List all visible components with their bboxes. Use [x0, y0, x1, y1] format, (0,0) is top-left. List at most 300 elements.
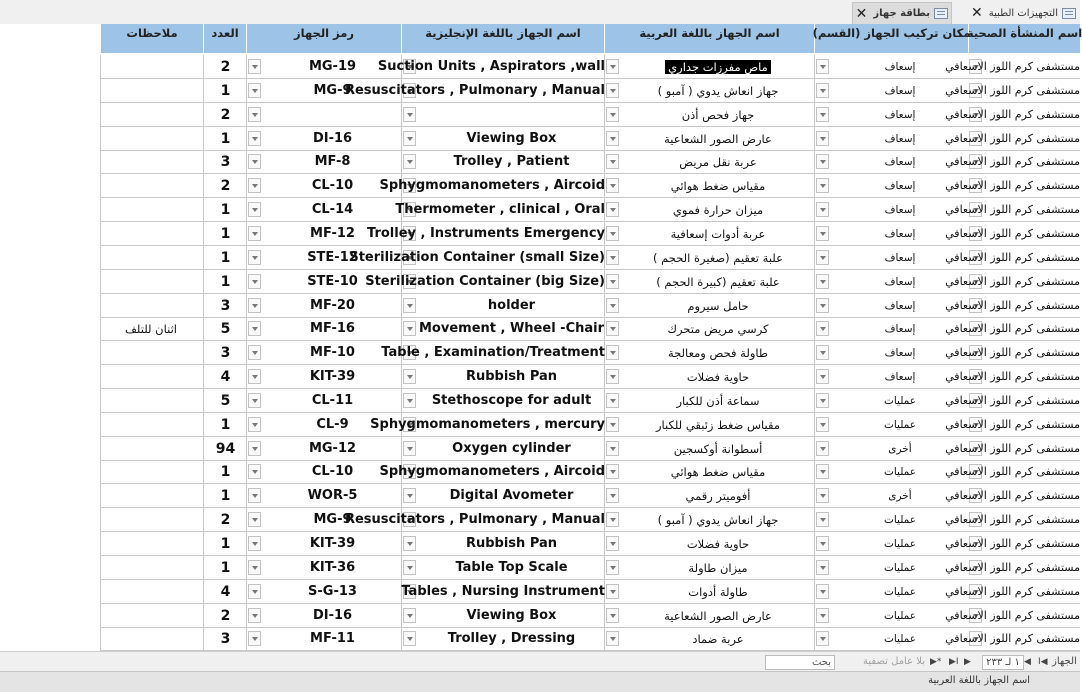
dropdown-arrow-icon[interactable] — [248, 178, 261, 193]
count-cell[interactable] — [203, 246, 246, 270]
code-cell[interactable] — [246, 341, 401, 365]
dropdown-arrow-icon[interactable] — [248, 393, 261, 408]
count-cell[interactable] — [203, 460, 246, 484]
department-cell[interactable] — [814, 508, 968, 532]
notes-cell[interactable] — [100, 246, 203, 270]
name-ar-cell[interactable] — [604, 222, 814, 246]
dropdown-arrow-icon[interactable] — [248, 488, 261, 503]
dropdown-arrow-icon[interactable] — [248, 131, 261, 146]
name-ar-cell[interactable] — [604, 389, 814, 413]
dropdown-arrow-icon[interactable] — [816, 512, 829, 527]
notes-cell[interactable] — [100, 317, 203, 341]
name-en-cell[interactable] — [377, 55, 605, 79]
next-record-icon[interactable]: ▶ — [964, 657, 971, 667]
name-ar-cell[interactable] — [604, 127, 814, 151]
dropdown-arrow-icon[interactable] — [816, 131, 829, 146]
count-cell[interactable] — [203, 341, 246, 365]
department-cell[interactable] — [814, 150, 968, 174]
dropdown-arrow-icon[interactable] — [606, 608, 619, 623]
notes-cell[interactable] — [100, 580, 203, 604]
count-cell[interactable] — [203, 580, 246, 604]
department-cell[interactable] — [814, 413, 968, 437]
department-cell[interactable] — [814, 604, 968, 628]
dropdown-arrow-icon[interactable] — [606, 298, 619, 313]
dropdown-arrow-icon[interactable] — [606, 417, 619, 432]
name-en-cell[interactable] — [401, 604, 604, 628]
notes-cell[interactable] — [100, 79, 203, 103]
name-en-cell[interactable] — [401, 437, 604, 461]
name-en-cell[interactable] — [401, 389, 604, 413]
code-cell[interactable] — [246, 103, 401, 127]
code-cell[interactable] — [246, 150, 401, 174]
header-count[interactable]: العدد — [203, 24, 246, 53]
name-ar-cell[interactable] — [604, 604, 814, 628]
name-en-cell[interactable] — [401, 484, 604, 508]
dropdown-arrow-icon[interactable] — [606, 202, 619, 217]
dropdown-arrow-icon[interactable] — [248, 464, 261, 479]
dropdown-arrow-icon[interactable] — [248, 274, 261, 289]
department-cell[interactable] — [814, 365, 968, 389]
dropdown-arrow-icon[interactable] — [403, 608, 416, 623]
count-cell[interactable] — [203, 532, 246, 556]
count-cell[interactable] — [203, 79, 246, 103]
table-row[interactable] — [0, 508, 1080, 532]
name-en-cell[interactable] — [401, 532, 604, 556]
name-ar-cell[interactable] — [604, 174, 814, 198]
dropdown-arrow-icon[interactable] — [816, 536, 829, 551]
header-name-en[interactable]: اسم الجهاز باللغة الإنجليزية — [401, 24, 604, 53]
dropdown-arrow-icon[interactable] — [606, 321, 619, 336]
dropdown-arrow-icon[interactable] — [248, 512, 261, 527]
facility-cell[interactable] — [945, 103, 1080, 127]
dropdown-arrow-icon[interactable] — [403, 131, 416, 146]
count-cell[interactable] — [203, 174, 246, 198]
table-row[interactable] — [0, 437, 1080, 461]
last-record-icon[interactable]: ▶I — [949, 657, 959, 667]
department-cell[interactable] — [814, 437, 968, 461]
department-cell[interactable] — [814, 222, 968, 246]
header-department[interactable]: مكان تركيب الجهاز (القسم) — [814, 24, 968, 53]
table-row[interactable] — [0, 55, 1080, 79]
code-cell[interactable] — [246, 79, 401, 103]
name-ar-cell[interactable] — [604, 103, 814, 127]
dropdown-arrow-icon[interactable] — [816, 464, 829, 479]
name-en-cell[interactable] — [401, 627, 604, 651]
dropdown-arrow-icon[interactable] — [816, 202, 829, 217]
department-cell[interactable] — [814, 270, 968, 294]
dropdown-arrow-icon[interactable] — [816, 321, 829, 336]
dropdown-arrow-icon[interactable] — [816, 393, 829, 408]
notes-cell[interactable] — [100, 198, 203, 222]
dropdown-arrow-icon[interactable] — [248, 345, 261, 360]
code-cell[interactable] — [246, 460, 401, 484]
table-row[interactable] — [0, 556, 1080, 580]
header-code[interactable]: رمز الجهاز — [246, 24, 401, 53]
name-ar-cell[interactable] — [604, 413, 814, 437]
name-ar-cell[interactable] — [604, 341, 814, 365]
facility-cell[interactable] — [945, 365, 1080, 389]
header-facility[interactable]: اسم المنشأة الصحية — [968, 24, 1080, 53]
name-en-cell[interactable] — [379, 460, 605, 484]
name-en-cell[interactable] — [401, 317, 604, 341]
notes-cell[interactable] — [100, 627, 203, 651]
dropdown-arrow-icon[interactable] — [403, 488, 416, 503]
dropdown-arrow-icon[interactable] — [606, 59, 619, 74]
name-en-cell[interactable] — [349, 246, 605, 270]
name-en-cell[interactable] — [401, 294, 604, 318]
table-row[interactable] — [0, 413, 1080, 437]
code-cell[interactable] — [246, 317, 401, 341]
name-en-cell[interactable] — [395, 198, 605, 222]
name-ar-cell[interactable] — [604, 365, 814, 389]
dropdown-arrow-icon[interactable] — [816, 560, 829, 575]
close-icon[interactable]: ✕ — [855, 5, 868, 22]
facility-cell[interactable] — [945, 222, 1080, 246]
count-cell[interactable] — [203, 127, 246, 151]
table-row[interactable] — [0, 484, 1080, 508]
facility-cell[interactable] — [945, 341, 1080, 365]
dropdown-arrow-icon[interactable] — [816, 274, 829, 289]
dropdown-arrow-icon[interactable] — [248, 584, 261, 599]
dropdown-arrow-icon[interactable] — [606, 488, 619, 503]
table-row[interactable] — [0, 198, 1080, 222]
name-ar-cell[interactable] — [604, 460, 814, 484]
prev-record-icon[interactable]: ◀ — [1024, 657, 1031, 667]
dropdown-arrow-icon[interactable] — [403, 536, 416, 551]
dropdown-arrow-icon[interactable] — [606, 107, 619, 122]
dropdown-arrow-icon[interactable] — [606, 631, 619, 646]
name-ar-cell[interactable] — [604, 55, 814, 79]
dropdown-arrow-icon[interactable] — [606, 131, 619, 146]
facility-cell[interactable] — [945, 389, 1080, 413]
code-cell[interactable] — [246, 389, 401, 413]
table-row[interactable] — [0, 627, 1080, 651]
filter-status[interactable]: بلا عامل تصفية — [863, 656, 925, 667]
name-ar-cell[interactable] — [604, 79, 814, 103]
name-en-cell[interactable] — [344, 79, 605, 103]
code-cell[interactable] — [246, 532, 401, 556]
dropdown-arrow-icon[interactable] — [816, 107, 829, 122]
code-cell[interactable] — [246, 246, 401, 270]
name-en-cell[interactable] — [401, 150, 604, 174]
count-cell[interactable] — [203, 627, 246, 651]
dropdown-arrow-icon[interactable] — [606, 560, 619, 575]
dropdown-arrow-icon[interactable] — [248, 298, 261, 313]
department-cell[interactable] — [814, 341, 968, 365]
code-cell[interactable] — [246, 580, 401, 604]
dropdown-arrow-icon[interactable] — [606, 83, 619, 98]
notes-cell[interactable] — [100, 604, 203, 628]
table-row[interactable] — [0, 103, 1080, 127]
department-cell[interactable] — [814, 127, 968, 151]
code-cell[interactable] — [246, 627, 401, 651]
dropdown-arrow-icon[interactable] — [248, 608, 261, 623]
count-cell[interactable] — [203, 437, 246, 461]
name-en-cell[interactable] — [381, 341, 605, 365]
dropdown-arrow-icon[interactable] — [248, 369, 261, 384]
name-ar-cell[interactable] — [604, 294, 814, 318]
count-cell[interactable] — [203, 103, 246, 127]
name-ar-cell[interactable] — [604, 317, 814, 341]
facility-cell[interactable] — [945, 270, 1080, 294]
facility-cell[interactable] — [945, 294, 1080, 318]
name-ar-cell[interactable] — [604, 580, 814, 604]
dropdown-arrow-icon[interactable] — [403, 107, 416, 122]
table-row[interactable] — [0, 246, 1080, 270]
code-cell[interactable] — [246, 484, 401, 508]
dropdown-arrow-icon[interactable] — [403, 393, 416, 408]
notes-cell[interactable] — [100, 389, 203, 413]
department-cell[interactable] — [814, 389, 968, 413]
table-row[interactable] — [0, 222, 1080, 246]
facility-cell[interactable] — [945, 317, 1080, 341]
dropdown-arrow-icon[interactable] — [606, 584, 619, 599]
table-row[interactable] — [0, 317, 1080, 341]
dropdown-arrow-icon[interactable] — [403, 560, 416, 575]
name-ar-cell[interactable] — [604, 246, 814, 270]
name-en-cell[interactable] — [365, 270, 605, 294]
code-cell[interactable] — [246, 127, 401, 151]
dropdown-arrow-icon[interactable] — [816, 154, 829, 169]
dropdown-arrow-icon[interactable] — [816, 608, 829, 623]
dropdown-arrow-icon[interactable] — [248, 536, 261, 551]
name-ar-cell[interactable] — [604, 437, 814, 461]
code-cell[interactable] — [246, 198, 401, 222]
dropdown-arrow-icon[interactable] — [816, 226, 829, 241]
count-cell[interactable] — [203, 365, 246, 389]
dropdown-arrow-icon[interactable] — [816, 441, 829, 456]
notes-cell[interactable] — [100, 508, 203, 532]
count-cell[interactable] — [203, 294, 246, 318]
new-record-icon[interactable]: ▶* — [930, 657, 942, 667]
notes-cell[interactable] — [100, 55, 203, 79]
dropdown-arrow-icon[interactable] — [606, 369, 619, 384]
header-notes[interactable]: ملاحظات — [100, 24, 203, 53]
name-en-cell[interactable] — [344, 508, 605, 532]
notes-cell[interactable] — [100, 532, 203, 556]
facility-cell[interactable] — [945, 55, 1080, 79]
facility-cell[interactable] — [945, 604, 1080, 628]
notes-cell[interactable] — [100, 294, 203, 318]
name-ar-cell[interactable] — [604, 556, 814, 580]
dropdown-arrow-icon[interactable] — [816, 369, 829, 384]
dropdown-arrow-icon[interactable] — [606, 345, 619, 360]
notes-cell[interactable] — [100, 174, 203, 198]
department-cell[interactable] — [814, 294, 968, 318]
facility-cell[interactable] — [945, 174, 1080, 198]
dropdown-arrow-icon[interactable] — [606, 250, 619, 265]
facility-cell[interactable] — [945, 556, 1080, 580]
code-cell[interactable] — [246, 270, 401, 294]
dropdown-arrow-icon[interactable] — [606, 464, 619, 479]
department-cell[interactable] — [814, 627, 968, 651]
dropdown-arrow-icon[interactable] — [248, 417, 261, 432]
dropdown-arrow-icon[interactable] — [816, 298, 829, 313]
notes-cell[interactable] — [100, 556, 203, 580]
dropdown-arrow-icon[interactable] — [248, 250, 261, 265]
record-position-input[interactable]: ١ لـ ٢٣٣ — [982, 655, 1024, 670]
dropdown-arrow-icon[interactable] — [403, 441, 416, 456]
dropdown-arrow-icon[interactable] — [816, 631, 829, 646]
name-en-cell[interactable] — [367, 222, 605, 246]
notes-cell[interactable] — [100, 103, 203, 127]
code-cell[interactable] — [246, 437, 401, 461]
count-cell[interactable] — [203, 508, 246, 532]
dropdown-arrow-icon[interactable] — [606, 178, 619, 193]
dropdown-arrow-icon[interactable] — [248, 441, 261, 456]
department-cell[interactable] — [814, 460, 968, 484]
dropdown-arrow-icon[interactable] — [606, 536, 619, 551]
dropdown-arrow-icon[interactable] — [403, 631, 416, 646]
table-row[interactable] — [0, 150, 1080, 174]
dropdown-arrow-icon[interactable] — [816, 345, 829, 360]
name-en-cell[interactable] — [401, 103, 604, 127]
notes-cell[interactable] — [100, 437, 203, 461]
count-cell[interactable] — [203, 198, 246, 222]
count-cell[interactable] — [203, 556, 246, 580]
table-row[interactable] — [0, 365, 1080, 389]
dropdown-arrow-icon[interactable] — [816, 488, 829, 503]
department-cell[interactable] — [814, 198, 968, 222]
count-cell[interactable] — [203, 270, 246, 294]
notes-cell[interactable] — [100, 222, 203, 246]
dropdown-arrow-icon[interactable] — [816, 178, 829, 193]
table-row[interactable] — [0, 460, 1080, 484]
code-cell[interactable] — [246, 365, 401, 389]
code-cell[interactable] — [246, 174, 401, 198]
department-cell[interactable] — [814, 174, 968, 198]
name-ar-cell[interactable] — [604, 198, 814, 222]
dropdown-arrow-icon[interactable] — [606, 441, 619, 456]
count-cell[interactable] — [203, 484, 246, 508]
table-row[interactable] — [0, 79, 1080, 103]
facility-cell[interactable] — [945, 484, 1080, 508]
table-row[interactable] — [0, 389, 1080, 413]
dropdown-arrow-icon[interactable] — [606, 226, 619, 241]
facility-cell[interactable] — [945, 413, 1080, 437]
notes-cell[interactable] — [100, 484, 203, 508]
facility-cell[interactable] — [945, 532, 1080, 556]
department-cell[interactable] — [814, 79, 968, 103]
name-en-cell[interactable] — [401, 127, 604, 151]
table-row[interactable] — [0, 270, 1080, 294]
facility-cell[interactable] — [945, 460, 1080, 484]
department-cell[interactable] — [814, 484, 968, 508]
table-row[interactable] — [0, 174, 1080, 198]
name-en-cell[interactable] — [370, 413, 605, 437]
code-cell[interactable] — [246, 508, 401, 532]
dropdown-arrow-icon[interactable] — [816, 417, 829, 432]
table-row[interactable] — [0, 532, 1080, 556]
dropdown-arrow-icon[interactable] — [816, 83, 829, 98]
dropdown-arrow-icon[interactable] — [606, 393, 619, 408]
count-cell[interactable] — [203, 222, 246, 246]
dropdown-arrow-icon[interactable] — [816, 584, 829, 599]
dropdown-arrow-icon[interactable] — [606, 274, 619, 289]
count-cell[interactable] — [203, 604, 246, 628]
count-cell[interactable] — [203, 150, 246, 174]
department-cell[interactable] — [814, 103, 968, 127]
close-icon[interactable]: ✕ — [971, 5, 983, 21]
header-name-ar[interactable]: اسم الجهاز باللغة العربية — [604, 24, 814, 53]
name-ar-cell[interactable] — [604, 270, 814, 294]
dropdown-arrow-icon[interactable] — [248, 107, 261, 122]
dropdown-arrow-icon[interactable] — [248, 202, 261, 217]
dropdown-arrow-icon[interactable] — [248, 154, 261, 169]
department-cell[interactable] — [814, 246, 968, 270]
facility-cell[interactable] — [945, 79, 1080, 103]
department-cell[interactable] — [814, 55, 968, 79]
dropdown-arrow-icon[interactable] — [816, 59, 829, 74]
code-cell[interactable] — [246, 604, 401, 628]
facility-cell[interactable] — [945, 150, 1080, 174]
code-cell[interactable] — [246, 55, 401, 79]
facility-cell[interactable] — [945, 627, 1080, 651]
name-ar-cell[interactable] — [604, 508, 814, 532]
dropdown-arrow-icon[interactable] — [606, 154, 619, 169]
dropdown-arrow-icon[interactable] — [248, 83, 261, 98]
table-row[interactable] — [0, 604, 1080, 628]
facility-cell[interactable] — [945, 437, 1080, 461]
department-cell[interactable] — [814, 580, 968, 604]
name-en-cell[interactable] — [401, 556, 604, 580]
code-cell[interactable] — [246, 413, 401, 437]
table-row[interactable] — [0, 127, 1080, 151]
notes-cell[interactable] — [100, 150, 203, 174]
dropdown-arrow-icon[interactable] — [606, 512, 619, 527]
notes-cell[interactable] — [100, 365, 203, 389]
notes-cell[interactable] — [100, 460, 203, 484]
name-ar-cell[interactable] — [604, 532, 814, 556]
tab-device-card[interactable] — [852, 2, 952, 24]
notes-cell[interactable] — [100, 341, 203, 365]
dropdown-arrow-icon[interactable] — [403, 154, 416, 169]
facility-cell[interactable] — [945, 246, 1080, 270]
facility-cell[interactable] — [945, 127, 1080, 151]
code-cell[interactable] — [246, 294, 401, 318]
department-cell[interactable] — [814, 532, 968, 556]
count-cell[interactable] — [203, 317, 246, 341]
code-cell[interactable] — [246, 222, 401, 246]
facility-cell[interactable] — [945, 508, 1080, 532]
department-cell[interactable] — [814, 317, 968, 341]
name-en-cell[interactable] — [401, 365, 604, 389]
count-cell[interactable] — [203, 413, 246, 437]
code-cell[interactable] — [246, 556, 401, 580]
name-ar-cell[interactable] — [604, 484, 814, 508]
dropdown-arrow-icon[interactable] — [403, 298, 416, 313]
department-cell[interactable] — [814, 556, 968, 580]
dropdown-arrow-icon[interactable] — [248, 226, 261, 241]
dropdown-arrow-icon[interactable] — [403, 321, 416, 336]
name-en-cell[interactable] — [401, 580, 604, 604]
dropdown-arrow-icon[interactable] — [248, 560, 261, 575]
notes-cell[interactable] — [100, 413, 203, 437]
dropdown-arrow-icon[interactable] — [403, 369, 416, 384]
search-input[interactable]: بحث — [765, 655, 835, 670]
table-row[interactable] — [0, 294, 1080, 318]
notes-cell[interactable] — [100, 127, 203, 151]
facility-cell[interactable] — [945, 198, 1080, 222]
name-ar-cell[interactable] — [604, 150, 814, 174]
dropdown-arrow-icon[interactable] — [248, 59, 261, 74]
notes-cell[interactable] — [100, 270, 203, 294]
table-row[interactable] — [0, 580, 1080, 604]
name-ar-cell[interactable] — [604, 627, 814, 651]
tab-medical-equipment[interactable] — [955, 2, 1080, 24]
first-record-icon[interactable]: I◀ — [1038, 657, 1048, 667]
dropdown-arrow-icon[interactable] — [248, 321, 261, 336]
